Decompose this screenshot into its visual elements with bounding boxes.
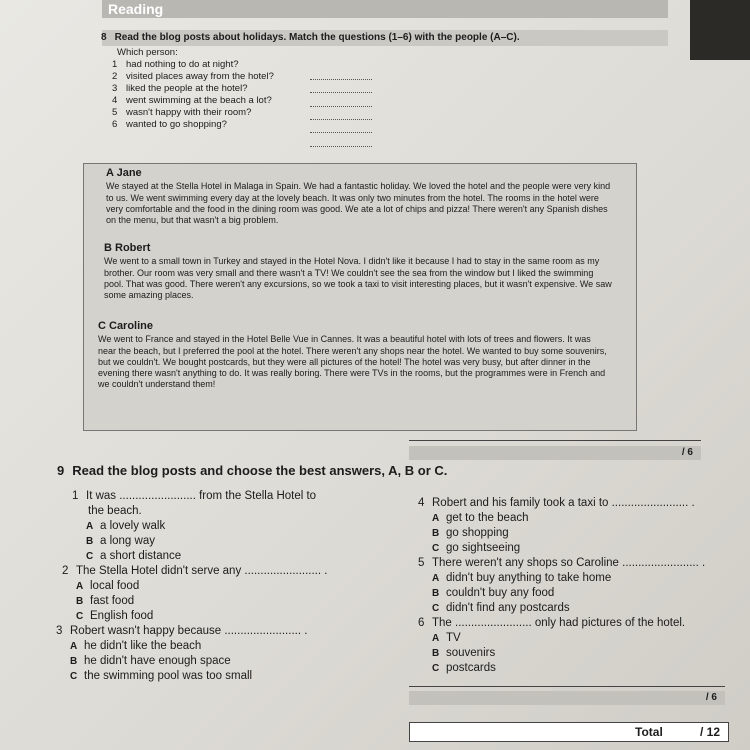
answer-option[interactable] <box>56 654 372 669</box>
question-text: The Stella Hotel didn't serve any ........................ . <box>76 565 328 577</box>
option-text: couldn't buy any food <box>446 587 555 599</box>
option-text: souvenirs <box>446 647 496 659</box>
exercise-number: 8 <box>101 32 107 43</box>
blog-post <box>98 321 608 391</box>
question-item <box>56 624 372 684</box>
option-letter: B <box>86 536 94 547</box>
blog-post-author: B Robert <box>104 242 151 254</box>
answer-option[interactable] <box>418 661 718 676</box>
answer-line[interactable] <box>310 119 372 120</box>
option-text: he didn't like the beach <box>84 640 202 652</box>
option-text: go shopping <box>446 527 509 539</box>
question-text: Robert wasn't happy because ........................ . <box>70 625 308 637</box>
exercise-9-right-column <box>418 496 718 676</box>
question-stem <box>418 496 718 511</box>
answer-option[interactable] <box>418 586 718 601</box>
section-title: Reading <box>108 1 164 17</box>
exercise-8-score: / 6 <box>409 446 701 460</box>
answer-option[interactable] <box>418 511 718 526</box>
question-item <box>72 489 372 564</box>
list-item <box>112 83 274 95</box>
question-number: 1 <box>72 490 79 502</box>
option-text: a short distance <box>100 550 182 562</box>
option-text: a long way <box>100 535 155 547</box>
option-letter: B <box>432 648 440 659</box>
blog-post <box>106 168 616 226</box>
option-letter: A <box>432 513 440 524</box>
option-text: TV <box>446 632 461 644</box>
total-label: Total <box>635 725 663 739</box>
option-text: didn't find any postcards <box>446 602 570 614</box>
option-text: English food <box>90 610 154 622</box>
question-text: The ........................ only had pictures of the hotel. <box>432 617 686 629</box>
blog-post-text: We stayed at the Stella Hotel in Malaga in Spain. We had a fantastic holiday. We loved the hotel and the people were very kind to us. We went swimming every day at the lovely beach. It was only two minutes from the hotel. The rooms in the hotel were very comfortable and the food in the dining room was good. We ate a lot of chips and pizza! There weren't any Spanish dishes on the menu, but that wasn't a big problem. <box>106 181 611 226</box>
question-text: wasn't happy with their room? <box>126 107 252 118</box>
question-number: 6 <box>112 119 118 130</box>
answer-option[interactable] <box>418 601 718 616</box>
answer-option[interactable] <box>72 534 372 549</box>
option-letter: C <box>432 663 440 674</box>
question-text: Robert and his family took a taxi to ........................ . <box>432 497 695 509</box>
answer-option[interactable] <box>418 526 718 541</box>
question-text: went swimming at the beach a lot? <box>126 95 272 106</box>
question-item <box>418 556 718 616</box>
answer-option[interactable] <box>56 639 372 654</box>
question-stem <box>72 489 372 504</box>
exercise-9-left-column <box>56 489 372 684</box>
option-letter: B <box>70 656 78 667</box>
exercise-instruction: Read the blog posts about holidays. Match the questions (1–6) with the people (A–C). <box>114 32 520 43</box>
question-number: 3 <box>112 83 118 94</box>
question-stem <box>62 564 372 579</box>
answer-line[interactable] <box>310 92 372 93</box>
option-letter: A <box>86 521 94 532</box>
question-item <box>418 496 718 556</box>
option-text: didn't buy anything to take home <box>446 572 612 584</box>
table-background <box>690 0 750 60</box>
question-number: 1 <box>112 59 118 70</box>
question-text-continued: the beach. <box>88 505 142 517</box>
option-text: local food <box>90 580 140 592</box>
exercise-8-title <box>101 32 520 43</box>
question-text: visited places away from the hotel? <box>126 71 274 82</box>
answer-option[interactable] <box>418 571 718 586</box>
option-text: fast food <box>90 595 135 607</box>
question-stem <box>418 556 718 571</box>
option-letter: B <box>432 528 440 539</box>
answer-line[interactable] <box>310 79 372 80</box>
divider <box>409 440 701 441</box>
option-text: he didn't have enough space <box>84 655 231 667</box>
total-score-box <box>409 722 729 742</box>
option-letter: C <box>70 671 78 682</box>
question-number: 4 <box>418 497 425 509</box>
option-letter: B <box>432 588 440 599</box>
list-item <box>112 95 274 107</box>
option-letter: A <box>76 581 84 592</box>
blog-post-text: We went to France and stayed in the Hotel Belle Vue in Cannes. It was a beautiful hotel with lots of trees and flowers. It was near the beach, but I preferred the pool at the hotel. There weren't any shops near the hotel. We wanted to buy some souvenirs, but we couldn't. We bought postcards, but they were all pictures of the hotel! The hotel was very busy, but after dinner in the evening there wasn't anything to do. It was really boring. There were TVs in the rooms, but the programmes were in French and we couldn't understand them! <box>98 334 607 390</box>
option-letter: C <box>86 551 94 562</box>
answer-option[interactable] <box>72 519 372 534</box>
option-letter: C <box>76 611 84 622</box>
option-text: go sightseeing <box>446 542 521 554</box>
answer-option[interactable] <box>418 646 718 661</box>
question-number: 2 <box>112 71 118 82</box>
option-text: a lovely walk <box>100 520 166 532</box>
exercise-9-title <box>57 463 447 478</box>
option-letter: A <box>432 633 440 644</box>
answer-line[interactable] <box>310 106 372 107</box>
question-item <box>418 616 718 676</box>
option-letter: B <box>76 596 84 607</box>
answer-line[interactable] <box>310 132 372 133</box>
question-text: There weren't any shops so Caroline ........................ . <box>432 557 706 569</box>
exercise-8-question-list <box>112 59 274 131</box>
question-number: 6 <box>418 617 425 629</box>
question-text: It was ........................ from the Stella Hotel to <box>86 490 317 502</box>
blog-post-author: A Jane <box>106 167 142 179</box>
option-text: get to the beach <box>446 512 529 524</box>
divider <box>409 686 725 687</box>
question-text: wanted to go shopping? <box>126 119 227 130</box>
option-text: postcards <box>446 662 496 674</box>
option-letter: A <box>70 641 78 652</box>
question-text: liked the people at the hotel? <box>126 83 248 94</box>
question-number: 4 <box>112 95 118 106</box>
option-letter: C <box>432 543 440 554</box>
list-item <box>112 107 274 119</box>
exercise-9-score: / 6 <box>409 691 725 705</box>
section-header-bar <box>102 0 668 18</box>
blog-post-text: We went to a small town in Turkey and stayed in the Hotel Nova. I didn't like it because I had to stay in the same room as my brother. Our room was very small and there wasn't a TV! We couldn't see the sea from the window but I liked the swimming pool. That was good. There weren't any excursions, so we took a taxi to visit interesting places, but it wasn't expensive. We saw some amazing places. <box>104 256 612 301</box>
exercise-number: 9 <box>57 463 65 478</box>
option-letter: A <box>432 573 440 584</box>
answer-option[interactable] <box>418 541 718 556</box>
blog-post <box>104 243 614 301</box>
answer-option[interactable] <box>418 631 718 646</box>
answer-line[interactable] <box>310 146 372 147</box>
question-stem <box>418 616 718 631</box>
question-number: 5 <box>418 557 425 569</box>
answer-option[interactable] <box>62 594 372 609</box>
blog-post-author: C Caroline <box>98 320 154 332</box>
question-item <box>62 564 372 624</box>
option-letter: C <box>432 603 440 614</box>
answer-option[interactable] <box>56 669 372 684</box>
exercise-instruction: Read the blog posts and choose the best answers, A, B or C. <box>72 463 448 478</box>
question-number: 3 <box>56 625 63 637</box>
question-number: 2 <box>62 565 69 577</box>
answer-option[interactable] <box>62 609 372 624</box>
list-item <box>112 119 274 131</box>
option-text: the swimming pool was too small <box>84 670 253 682</box>
which-person-label: Which person: <box>117 47 178 58</box>
question-stem <box>56 624 372 639</box>
answer-option[interactable] <box>72 549 372 564</box>
question-number: 5 <box>112 107 118 118</box>
blog-posts-box <box>83 163 637 431</box>
list-item <box>112 59 274 71</box>
list-item <box>112 71 274 83</box>
total-score: / 12 <box>700 725 721 739</box>
question-text: had nothing to do at night? <box>126 59 239 70</box>
answer-option[interactable] <box>62 579 372 594</box>
